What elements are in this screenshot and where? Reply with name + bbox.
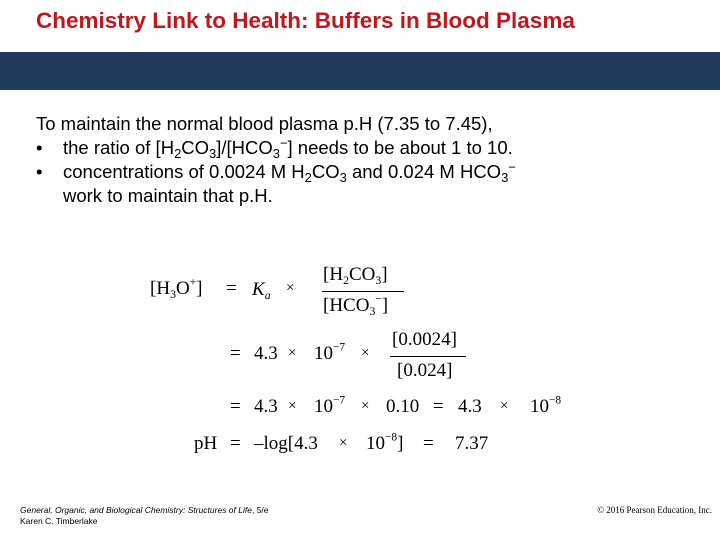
edition: , 5/e	[251, 505, 269, 515]
eq-text: K	[252, 279, 265, 300]
coefficient: 4.3	[254, 396, 278, 417]
bullet-conc-text: concentrations of 0.0024 M H	[63, 161, 305, 182]
eq-text: ]	[397, 433, 404, 454]
author: Karen C. Timberlake	[20, 516, 98, 526]
subscript: 2	[343, 274, 349, 288]
superscript: −7	[333, 394, 346, 407]
bullet-conc-text: CO	[311, 161, 340, 182]
subscript: 2	[174, 145, 182, 161]
subscript: 3	[501, 169, 509, 185]
intro-line: To maintain the normal blood plasma p.H (7.35 to 7.45),	[36, 113, 493, 134]
superscript: −8	[385, 431, 398, 444]
subscript: 3	[369, 305, 376, 319]
coefficient: 4.3	[458, 396, 482, 417]
ka-symbol	[252, 279, 271, 301]
ph-label: pH	[194, 433, 218, 454]
bullet-ratio-text: ] needs to be about 1 to 10.	[287, 137, 513, 158]
subscript: 3	[375, 274, 382, 288]
eq-text: [H	[150, 278, 171, 299]
coefficient: 4.3	[254, 343, 278, 364]
eq-text: O	[175, 278, 190, 299]
superscript: −7	[333, 341, 346, 354]
bullet-ratio-text: ]/[HCO	[216, 137, 273, 158]
neg-log: –log[4.3	[254, 433, 318, 454]
times-sign: ×	[361, 398, 370, 414]
equals-sign: =	[230, 396, 241, 417]
footer-citation	[20, 505, 269, 527]
superscript: −	[508, 159, 516, 175]
subscript: 3	[209, 145, 217, 161]
numerator-value: [0.0024]	[392, 329, 457, 350]
fraction-bar	[390, 356, 466, 357]
superscript: +	[189, 276, 197, 289]
bullet-conc-text: and 0.024 M HCO	[346, 161, 502, 182]
ph-result: 7.37	[455, 433, 489, 454]
book-title: General, Organic, and Biological Chemistry: Structures of Life	[20, 505, 252, 515]
power-of-ten	[314, 396, 345, 418]
slide-body	[36, 112, 706, 208]
times-sign: ×	[500, 398, 509, 414]
eq-text: ]	[381, 295, 389, 316]
eq-text: 10	[314, 343, 333, 364]
ratio-value: 0.10	[386, 396, 420, 417]
subscript: 3	[170, 288, 176, 302]
times-sign: ×	[361, 345, 370, 361]
power-of-ten	[530, 396, 561, 418]
bullet-ratio	[36, 136, 706, 160]
eq-text: [HCO	[323, 295, 370, 316]
bullet-ratio-text: CO	[181, 137, 210, 158]
subscript: 3	[339, 169, 347, 185]
eq-text: 10	[530, 396, 549, 417]
bullet-symbol: •	[36, 137, 43, 158]
equals-sign: =	[230, 343, 241, 364]
bullet-ratio-text: the ratio of [H	[63, 137, 175, 158]
equals-sign: =	[423, 433, 434, 454]
fraction-bar	[322, 291, 404, 292]
times-sign: ×	[288, 345, 297, 361]
eq-text: [H	[323, 264, 344, 285]
subscript: a	[264, 289, 271, 303]
eq-text: ]	[196, 278, 203, 299]
eq-lhs	[150, 278, 202, 300]
superscript: −	[279, 135, 288, 151]
copyright: © 2016 Pearson Education, Inc.	[597, 505, 712, 515]
equals-sign: =	[226, 278, 237, 299]
numerator-h2co3	[323, 264, 388, 286]
subscript: 2	[304, 169, 312, 185]
power-of-ten	[314, 343, 345, 365]
bullet-symbol: •	[36, 161, 43, 182]
equals-sign: =	[230, 433, 241, 454]
denominator-value: [0.024]	[397, 360, 453, 381]
eq-text: 10	[366, 433, 385, 454]
slide-title: Chemistry Link to Health: Buffers in Blood Plasma	[36, 8, 575, 33]
power-of-ten	[366, 433, 403, 455]
denominator-hco3	[323, 295, 388, 317]
bullet-concentrations-continued: work to maintain that p.H.	[63, 185, 273, 206]
eq-text: ]	[381, 264, 388, 285]
equals-sign: =	[433, 396, 444, 417]
superscript: −	[375, 293, 382, 306]
times-sign: ×	[339, 435, 348, 451]
subscript: 3	[272, 145, 280, 161]
times-sign: ×	[288, 398, 297, 414]
eq-text: 10	[314, 396, 333, 417]
eq-text: CO	[348, 264, 376, 285]
bullet-concentrations	[36, 160, 706, 184]
superscript: −8	[549, 394, 562, 407]
header-band	[0, 52, 720, 90]
times-sign: ×	[286, 280, 295, 296]
